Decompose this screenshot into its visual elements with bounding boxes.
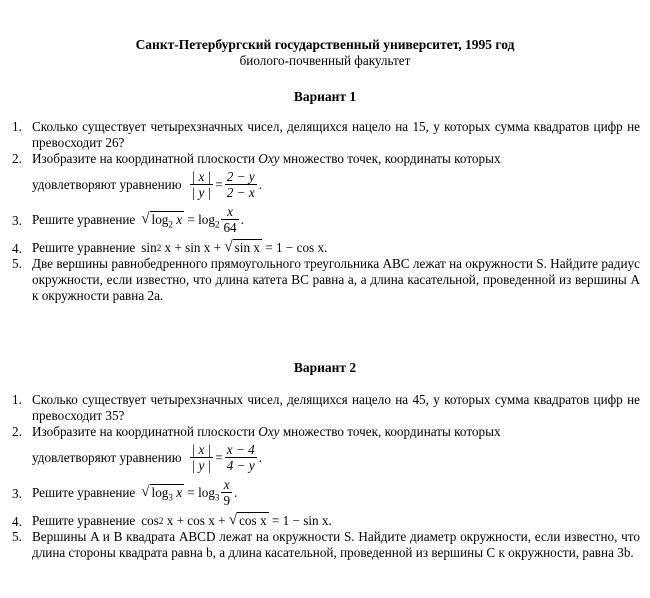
coordinate-plane-var: Oxy bbox=[258, 151, 280, 166]
log-fraction: $\frac{x}{64}$ bbox=[223, 204, 237, 235]
problem-number: 2. bbox=[12, 151, 22, 166]
problem-1 bbox=[0, 392, 650, 424]
problem-text: Сколько существует четырехзначных чисел, делящихся нацело на 15, у которых сумма квадратов цифр не превосходит 26? bbox=[32, 119, 640, 150]
problem-text: Вершины A и B квадрата ABCD лежат на окружности S. Найдите диаметр окружности, если известно, что длина стороны квадрата равна b, а длина касательной, проведенной из вершины C к окружности, равна 3b. bbox=[32, 529, 640, 560]
problem-3: 3. Решите уравнение √ $\log_3 x$ = $\log_3$ $\frac{x}{9}$ . bbox=[12, 477, 238, 508]
lhs-fraction: $\frac{| x |}{| y |}$ bbox=[191, 169, 212, 200]
variant-2-heading: Вариант 2 bbox=[293, 360, 357, 375]
faculty-subtitle: биолого-почвенный факультет bbox=[239, 53, 411, 68]
problem-text: Сколько существует четырехзначных чисел, делящихся нацело на 45, у которых сумма квадратов цифр не превосходит 35? bbox=[32, 392, 640, 423]
problem-number: 3. bbox=[12, 213, 22, 228]
problem-4: 4. Решите уравнение sin 2 x + sin x + √ sin x = 1 − cos x . bbox=[12, 239, 328, 256]
log-fraction: $\frac{x}{9}$ bbox=[223, 477, 231, 508]
sqrt-expression: √ cos x bbox=[228, 512, 267, 528]
lhs-fraction: $\frac{| x |}{| y |}$ bbox=[191, 442, 212, 473]
problem-4: 4. Решите уравнение cos 2 x + cos x + √ cos x = 1 − sin x . bbox=[12, 512, 332, 529]
sqrt-expression: √ $\log_2 x$ bbox=[141, 211, 183, 230]
problem-5 bbox=[0, 529, 650, 561]
problem-text: множество точек, координаты которых bbox=[282, 151, 501, 166]
variant-2-problem-list bbox=[0, 392, 650, 561]
equation-label: Решите уравнение bbox=[32, 239, 136, 255]
rhs-fraction: $\frac{2 - y}{2 - x}$ bbox=[226, 169, 255, 200]
problem-3: 3. Решите уравнение √ $\log_2 x$ = $\log_2$ $\frac{x}{64}$ . bbox=[12, 204, 244, 235]
problem-number: 1. bbox=[12, 392, 22, 407]
variant-1-problem-list bbox=[0, 119, 650, 304]
problem-2: 2. Изобразите на координатной плоскости Oxy множество точек, координаты которых удовлетворяют уравнению $\frac{| x |}{| y |}$ = $\frac{2 - y}{2 - x}$ . bbox=[12, 151, 501, 200]
problem-text: Изобразите на координатной плоскости bbox=[32, 424, 255, 439]
problem-text: Изобразите на координатной плоскости bbox=[32, 151, 255, 166]
problem-number: 5. bbox=[12, 256, 22, 271]
rhs-fraction: $\frac{x - 4}{4 - y}$ bbox=[226, 442, 255, 473]
equation-label: Решите уравнение bbox=[32, 512, 136, 528]
coordinate-plane-var: Oxy bbox=[258, 424, 280, 439]
problem-number: 5. bbox=[12, 529, 22, 544]
sqrt-expression: √ $\log_3 x$ bbox=[141, 484, 183, 503]
problem-number: 1. bbox=[12, 119, 22, 134]
problem-5 bbox=[0, 256, 650, 304]
problem-text: множество точек, координаты которых bbox=[282, 424, 501, 439]
equation-label: удовлетворяют уравнению bbox=[32, 449, 182, 465]
problem-text: Две вершины равнобедренного прямоугольного треугольника ABC лежат на окружности S. Найдите радиус окружности, если известно, что длина катета BC равна a, а длина касательной, проведенной из вершины A к окружности равна 2a. bbox=[32, 256, 640, 303]
problem-2: 2. Изобразите на координатной плоскости Oxy множество точек, координаты которых удовлетворяют уравнению $\frac{| x |}{| y |}$ = $\frac{x - 4}{4 - y}$ . bbox=[12, 424, 501, 473]
problem-number: 3. bbox=[12, 486, 22, 501]
problem-1 bbox=[0, 119, 650, 151]
variant-1-heading: Вариант 1 bbox=[293, 89, 357, 104]
problem-number: 4. bbox=[12, 514, 22, 529]
equation-label: удовлетворяют уравнению bbox=[32, 176, 182, 192]
problem-number: 4. bbox=[12, 241, 22, 256]
sqrt-expression: √ sin x bbox=[224, 239, 260, 255]
equation-label: Решите уравнение bbox=[32, 484, 136, 500]
problem-number: 2. bbox=[12, 424, 22, 439]
page-title: Санкт-Петербургский государственный университет, 1995 год bbox=[135, 37, 515, 52]
equation-label: Решите уравнение bbox=[32, 211, 136, 227]
